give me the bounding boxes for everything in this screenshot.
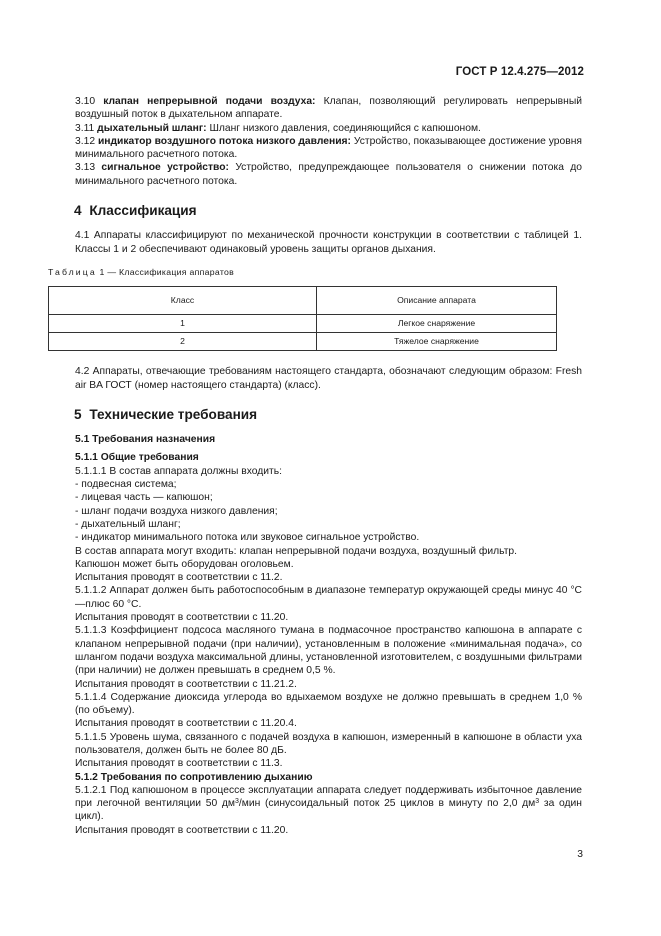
clause-5-1-2-1: 5.1.2.1 Под капюшоном в процессе эксплуатации аппарата следует поддерживать избыточное давление при легочной вентиляции 50 $дм^3$/мин (синусоидальный поток 25 циклов в минуту по 2,0 $дм^3$ за один цикл). (75, 784, 582, 823)
subsection-5-1-2-heading: 5.1.2 Требования по сопротивлению дыханию (75, 771, 313, 783)
definition-number: 3.10 (75, 96, 96, 107)
clause-4-2: 4.2 Аппараты, отвечающие требованиям настоящего стандарта, обозначают следующим образом: Fresh air BA ГОСТ (номер настоящего стандарта) (класс). (75, 366, 582, 391)
clause-5-1-1-4: 5.1.1.4 Содержание диоксида углерода во вдыхаемом воздухе не должно превышать в среднем 1,0 % (по объему). (75, 691, 582, 717)
definition-term: дыхательный шланг: (97, 122, 207, 134)
section-4-heading: 4 Классификация (74, 203, 197, 219)
definition-3-12 (75, 135, 582, 162)
page-content (48, 95, 582, 837)
table-header-description: Описание аппарата (317, 287, 557, 315)
clause-5-1-1-2: 5.1.1.2 Аппарат должен быть работоспособным в диапазоне температур окружающей среды минус 40 °С—плюс 60 °С. (75, 585, 582, 610)
classification-table (48, 286, 557, 351)
subsection-5-1-heading: 5.1 Требования назначения (75, 434, 216, 446)
test-reference: Испытания проводят в соответствии с 11.20. (75, 612, 289, 624)
list-item: - шланг подачи воздуха низкого давления; (75, 505, 278, 517)
definition-text: Устройство, предупреждающее пользователя о снижении потока до минимального расчетного потока. (75, 162, 582, 187)
definition-term: клапан непрерывной подачи воздуха: (103, 96, 316, 107)
list-item: - подвесная система; (75, 479, 177, 491)
table-caption: Таблица 1 — Классификация аппаратов (48, 266, 235, 277)
clause-5-1-1-5: 5.1.1.5 Уровень шума, связанного с подачей воздуха в капюшон, измеренный в капюшоне в области уха пользователя, должен быть не более 80 дБ. (75, 731, 582, 756)
test-reference: Испытания проводят в соответствии с 11.20. (75, 824, 289, 836)
definition-text: Шланг низкого давления, соединяющийся с капюшоном. (209, 122, 481, 134)
optional-components: В состав аппарата могут входить: клапан непрерывной подачи воздуха, воздушный фильтр. (75, 545, 518, 557)
test-reference: Испытания проводят в соответствии с 11.20.4. (75, 718, 297, 730)
definition-term: сигнальное устройство: (101, 162, 229, 174)
list-item: - индикатор минимального потока или звуковое сигнальное устройство. (75, 532, 420, 544)
page-number: 3 (577, 849, 583, 860)
definition-text: Клапан, позволяющий регулировать непрерывный воздушный поток в дыхательном аппарате. (75, 96, 582, 121)
definition-term: индикатор воздушного потока низкого давления: (97, 135, 351, 147)
definition-number: 3.11 (75, 122, 95, 134)
test-reference: Испытания проводят в соответствии с 11.21.2. (75, 678, 297, 690)
standard-number: ГОСТ Р 12.4.275—2012 (455, 66, 584, 78)
table-cell: 1 (49, 315, 317, 333)
table-cell: Тяжелое снаряжение (317, 333, 557, 351)
table-cell: 2 (49, 333, 317, 351)
table-cell: Легкое снаряжение (317, 315, 557, 333)
definition-text: Устройство, показывающее достижение уровня минимального расчетного потока. (75, 135, 582, 161)
table-row (49, 333, 557, 351)
test-reference: Испытания проводят в соответствии с 11.3. (75, 758, 283, 770)
table-row (49, 315, 557, 333)
definition-3-11 (75, 122, 582, 135)
section-5-heading: 5 Технические требования (74, 406, 258, 422)
table-header-row (49, 287, 557, 315)
clause-5-1-1-1: 5.1.1.1 В состав аппарата должны входить: (75, 465, 282, 477)
definition-3-10 (75, 95, 582, 122)
clause-5-1-1-3: 5.1.1.3 Коэффициент подсоса масляного тумана в подмасочное пространство капюшона в аппарате с клапаном непрерывной подачи (при наличии), установленным в положение «минимальная подача», со шлангом подачи воздуха максимальной длины, установленной изготовителем, с воздушными фильтрами (при наличии) не должен превышать в среднем 0,5 %. (75, 625, 582, 677)
hood-note: Капюшон может быть оборудован оголовьем. (75, 558, 294, 570)
test-reference: Испытания проводят в соответствии с 11.2. (75, 572, 283, 584)
list-item: - дыхательный шланг; (75, 518, 181, 530)
table-header-class: Класс (49, 287, 317, 315)
definition-number: 3.13 (75, 162, 96, 174)
clause-4-1: 4.1 Аппараты классифицируют по механической прочности конструкции в соответствии с таблицей 1. Классы 1 и 2 обеспечивают одинаковый уровень защиты органов дыхания. (75, 230, 582, 255)
subsection-5-1-1-heading: 5.1.1 Общие требования (75, 452, 199, 464)
definition-3-13 (75, 161, 582, 188)
definition-number: 3.12 (75, 135, 96, 147)
list-item: - лицевая часть — капюшон; (75, 492, 213, 504)
